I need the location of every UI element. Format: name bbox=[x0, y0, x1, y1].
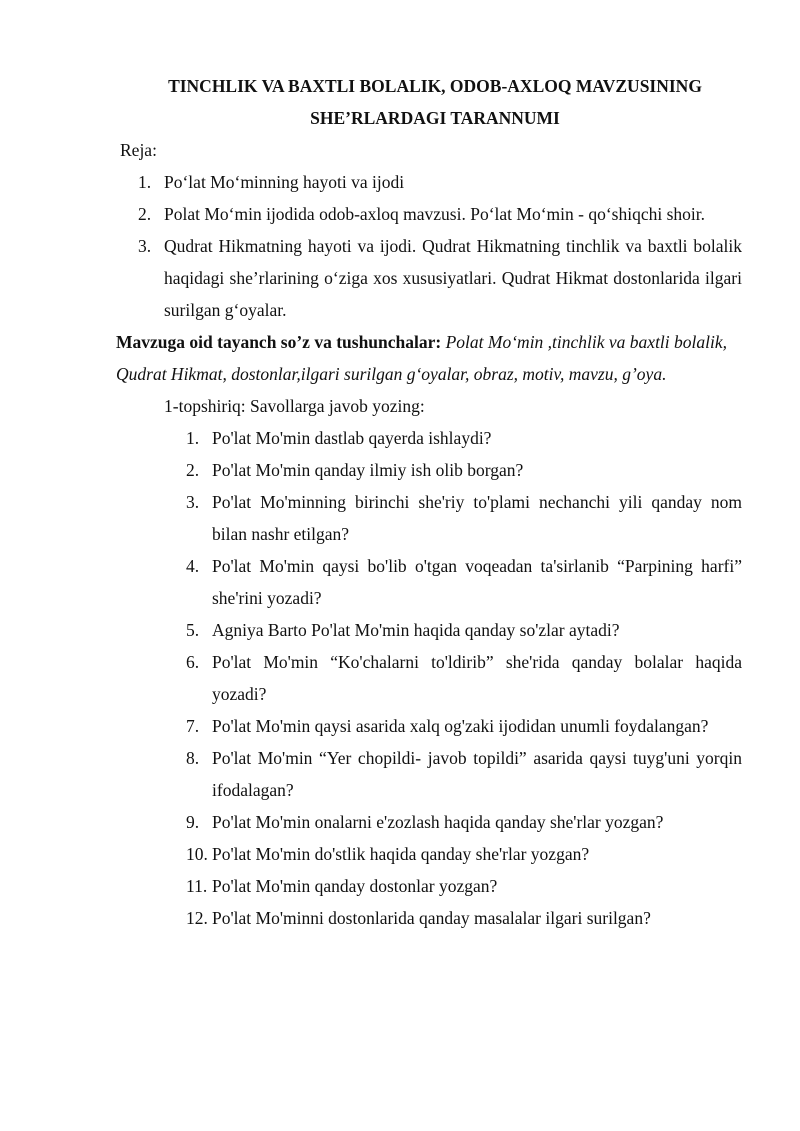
keywords-label: Mavzuga oid tayanch so’z va tushunchalar: bbox=[116, 332, 442, 352]
question-text: Po'lat Mo'min “Yer chopildi- javob topildi” asarida qaysi tuyg'uni yorqin ifodalagan? bbox=[212, 748, 742, 800]
plan-item bbox=[138, 198, 742, 230]
question-item bbox=[186, 550, 742, 614]
question-text: Po'lat Mo'minning birinchi she'riy to'plami nechanchi yili qanday nom bilan nashr etilgan? bbox=[212, 492, 742, 544]
question-text: Po'lat Mo'minni dostonlarida qanday masalalar ilgari surilgan? bbox=[212, 908, 651, 928]
question-text: Agniya Barto Po'lat Mo'min haqida qanday so'zlar aytadi? bbox=[212, 620, 620, 640]
title-line-1: TINCHLIK VA BAXTLI BOLALIK, ODOB-AXLOQ MAVZUSINING bbox=[168, 76, 702, 96]
question-text: Po'lat Mo'min qanday ilmiy ish olib borgan? bbox=[212, 460, 524, 480]
question-number: 11. bbox=[186, 876, 208, 896]
question-text: Po'lat Mo'min do'stlik haqida qanday she'rlar yozgan? bbox=[212, 844, 590, 864]
question-item bbox=[186, 710, 742, 742]
question-item bbox=[186, 806, 742, 838]
question-text: Po'lat Mo'min dastlab qayerda ishlaydi? bbox=[212, 428, 492, 448]
question-text: Po'lat Mo'min qaysi bo'lib o'tgan voqeadan ta'sirlanib “Parpining harfi” she'rini yozadi? bbox=[212, 556, 742, 608]
question-item bbox=[186, 870, 742, 902]
question-item bbox=[186, 486, 742, 550]
question-number: 3. bbox=[186, 492, 200, 512]
plan-label: Reja: bbox=[120, 140, 157, 160]
plan-item bbox=[138, 166, 742, 198]
question-number: 10. bbox=[186, 844, 208, 864]
plan-item-text: Po‘lat Mo‘minning hayoti va ijodi bbox=[164, 172, 405, 192]
question-text: Po'lat Mo'min “Ko'chalarni to'ldirib” she'rida qanday bolalar haqida yozadi? bbox=[212, 652, 742, 704]
task-label: 1-topshiriq: Savollarga javob yozing: bbox=[164, 396, 425, 416]
question-number: 5. bbox=[186, 620, 200, 640]
question-number: 4. bbox=[186, 556, 200, 576]
page-title bbox=[128, 70, 742, 134]
question-number: 9. bbox=[186, 812, 200, 832]
question-number: 7. bbox=[186, 716, 200, 736]
question-item bbox=[186, 422, 742, 454]
plan-item-number: 1. bbox=[138, 172, 152, 192]
question-number: 12. bbox=[186, 908, 208, 928]
plan-list bbox=[138, 166, 742, 326]
question-item bbox=[186, 742, 742, 806]
question-text: Po'lat Mo'min qanday dostonlar yozgan? bbox=[212, 876, 498, 896]
title-line-2: SHE’RLARDAGI TARANNUMI bbox=[310, 108, 560, 128]
question-text: Po'lat Mo'min qaysi asarida xalq og'zaki ijodidan unumli foydalangan? bbox=[212, 716, 709, 736]
question-item bbox=[186, 646, 742, 710]
questions-list bbox=[186, 422, 742, 934]
question-number: 6. bbox=[186, 652, 200, 672]
question-item bbox=[186, 838, 742, 870]
question-number: 1. bbox=[186, 428, 200, 448]
question-text: Po'lat Mo'min onalarni e'zozlash haqida qanday she'rlar yozgan? bbox=[212, 812, 664, 832]
question-item bbox=[186, 454, 742, 486]
question-item bbox=[186, 614, 742, 646]
plan-item-number: 3. bbox=[138, 236, 152, 256]
keywords-paragraph bbox=[116, 326, 742, 390]
plan-item bbox=[138, 230, 742, 326]
question-number: 8. bbox=[186, 748, 200, 768]
question-item bbox=[186, 902, 742, 934]
question-number: 2. bbox=[186, 460, 200, 480]
plan-item-text: Qudrat Hikmatning hayoti va ijodi. Qudrat Hikmatning tinchlik va baxtli bolalik haqidagi she’rlarining o‘ziga xos xususiyatlari. Qudrat Hikmat dostonlarida ilgari surilgan g‘oyalar. bbox=[164, 236, 742, 320]
plan-item-number: 2. bbox=[138, 204, 152, 224]
plan-item-text: Polat Mo‘min ijodida odob-axloq mavzusi. Po‘lat Mo‘min - qo‘shiqchi shoir. bbox=[164, 204, 705, 224]
keywords-text: Polat Mo‘min ,tinchlik va baxtli bolalik, Qudrat Hikmat, dostonlar,ilgari surilgan g‘oyalar, obraz, motiv, mavzu, g’oya. bbox=[116, 332, 728, 384]
